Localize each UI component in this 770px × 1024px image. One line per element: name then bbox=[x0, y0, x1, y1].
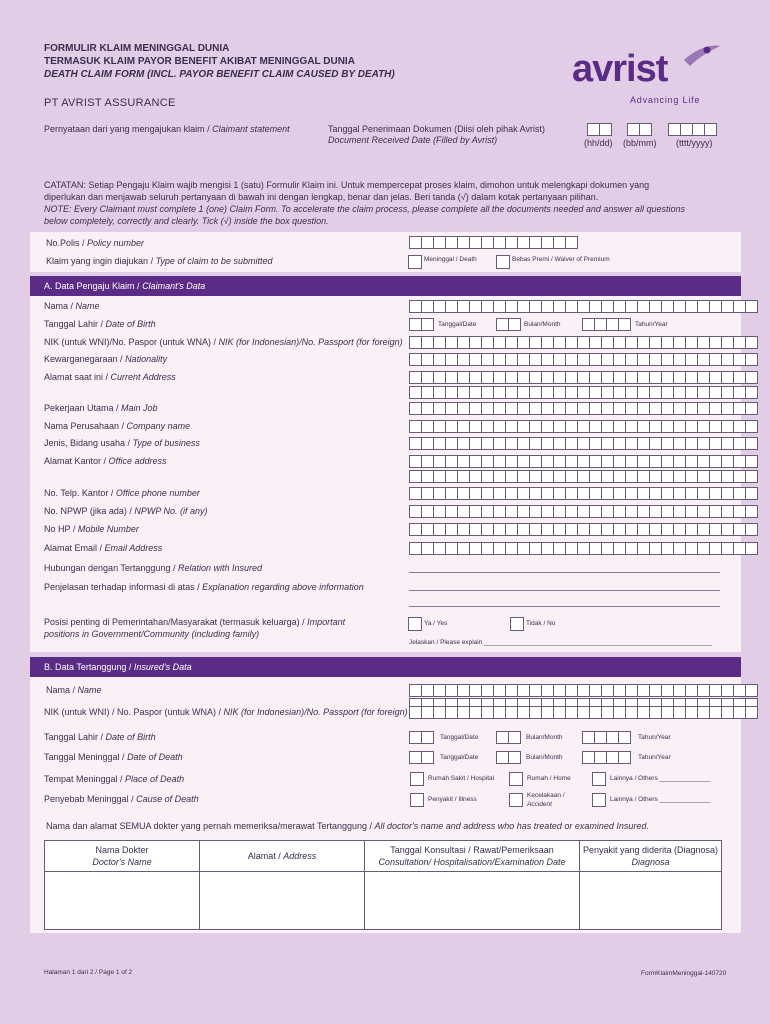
a-email-label: Alamat Email / Email Address bbox=[44, 543, 163, 553]
claim-death-label: Meninggal / Death bbox=[424, 256, 477, 263]
a-explain-line-2[interactable] bbox=[409, 606, 720, 607]
a-nik-label: NIK (untuk WNI)/No. Paspor (untuk WNA) / NIK (for Indonesian)/No. Passport (for foreign) bbox=[44, 337, 403, 347]
a-office-address-label: Alamat Kantor / Office address bbox=[44, 456, 167, 466]
b-nik-boxes[interactable] bbox=[409, 706, 757, 719]
a-position-no-label: Tidak / No bbox=[526, 620, 556, 627]
doctors-cell-name[interactable] bbox=[45, 872, 200, 930]
b-dob-year-hint: Tahun/Year bbox=[638, 734, 671, 741]
policy-number-label: No.Polis / Policy number bbox=[46, 238, 145, 248]
b-cause-accident-label: Kecelakaan / bbox=[527, 792, 565, 799]
received-month-boxes[interactable] bbox=[627, 123, 651, 136]
a-npwp-label: No. NPWP (jika ada) / NPWP No. (if any) bbox=[44, 506, 208, 516]
a-nationality-label: Kewarganegaraan / Nationality bbox=[44, 354, 168, 364]
form-title-en: DEATH CLAIM FORM (INCL. PAYOR BENEFIT CLAIM CAUSED BY DEATH) bbox=[44, 69, 395, 80]
section-a-header: A. Data Pengaju Klaim / Claimant's Data bbox=[30, 276, 741, 296]
note-line-1: CATATAN: Setiap Pengaju Klaim wajib mengisi 1 (satu) Formulir Klaim ini. Untuk mempercepat proses klaim, dimohon untuk melengkapi dokumen yang bbox=[44, 180, 650, 190]
form-code: FormKlaimMeninggal-140720 bbox=[641, 970, 727, 977]
a-occupation-boxes[interactable] bbox=[409, 402, 757, 415]
doctors-cell-diagnosis[interactable] bbox=[580, 872, 722, 930]
a-occupation-label: Pekerjaan Utama / Main Job bbox=[44, 403, 158, 413]
a-relation-line[interactable] bbox=[409, 572, 720, 573]
date-dd-hint: (hh/dd) bbox=[584, 138, 613, 148]
claim-death-checkbox[interactable] bbox=[408, 255, 422, 269]
note-line-3: NOTE: Every Claimant must complete 1 (one) Claim Form. To accelerate the claim process, please complete all the documents needed and answer all questions bbox=[44, 204, 685, 214]
a-explain-line-1[interactable] bbox=[409, 590, 720, 591]
a-mobile-label: No HP / Mobile Number bbox=[44, 524, 139, 534]
a-address-boxes-1[interactable] bbox=[409, 371, 757, 384]
claim-waiver-label: Bebas Premi / Waiver of Premium bbox=[512, 256, 610, 263]
note-line-2: diperlukan dan menjawab seluruh pertanyaan di bawah ini dengan lengkap, benar dan jelas. Beri tanda (√) dalam kotak pertanyaan pilihan. bbox=[44, 192, 599, 202]
company-name: PT AVRIST ASSURANCE bbox=[44, 97, 176, 109]
b-cause-other-label: Lainnya / Others ______________ bbox=[610, 796, 711, 803]
b-place-home-checkbox[interactable] bbox=[509, 772, 523, 786]
a-company-boxes[interactable] bbox=[409, 420, 757, 433]
a-office-phone-label: No. Telp. Kantor / Office phone number bbox=[44, 488, 200, 498]
a-npwp-boxes[interactable] bbox=[409, 505, 757, 518]
a-nationality-boxes[interactable] bbox=[409, 353, 757, 366]
b-dob-day-hint: Tanggal/Date bbox=[440, 734, 479, 741]
a-business-boxes[interactable] bbox=[409, 437, 757, 450]
b-dod-month-boxes[interactable] bbox=[496, 751, 520, 764]
policy-number-boxes[interactable] bbox=[409, 236, 577, 249]
note-line-4: below completely, correctly and clearly. Tick (√) inside the box question. bbox=[44, 216, 329, 226]
form-title-id: FORMULIR KLAIM MENINGGAL DUNIA bbox=[44, 43, 230, 54]
received-year-boxes[interactable] bbox=[668, 123, 716, 136]
claim-waiver-checkbox[interactable] bbox=[496, 255, 510, 269]
a-email-boxes[interactable] bbox=[409, 542, 757, 555]
b-dob-year-boxes[interactable] bbox=[582, 731, 630, 744]
a-company-label: Nama Perusahaan / Company name bbox=[44, 421, 191, 431]
a-explain-label: Penjelasan terhadap informasi di atas / Explanation regarding above information bbox=[44, 582, 364, 592]
logo-wordmark: avrist bbox=[572, 48, 668, 90]
a-position-no-checkbox[interactable] bbox=[510, 617, 524, 631]
page-number: Halaman 1 dari 2 / Page 1 of 2 bbox=[44, 969, 133, 976]
doctors-col-address: Alamat / Address bbox=[200, 841, 365, 872]
doctors-cell-address[interactable] bbox=[200, 872, 365, 930]
a-please-explain[interactable]: Jelaskan / Please explain _______________________________________________________________ bbox=[409, 639, 712, 646]
form-title-id-2: TERMASUK KLAIM PAYOR BENEFIT AKIBAT MENINGGAL DUNIA bbox=[44, 56, 355, 67]
a-position-label-2: positions in Government/Community (including family) bbox=[44, 629, 260, 639]
a-dob-month-hint: Bulan/Month bbox=[524, 321, 561, 328]
a-position-label: Posisi penting di Pemerintahan/Masyarakat (termasuk keluarga) / Important bbox=[44, 617, 346, 627]
received-date-label-en: Document Received Date (Filled by Avrist) bbox=[328, 135, 498, 145]
a-nik-boxes[interactable] bbox=[409, 336, 757, 349]
a-mobile-boxes[interactable] bbox=[409, 523, 757, 536]
b-dod-month-hint: Bulan/Month bbox=[526, 754, 563, 761]
b-name-boxes[interactable] bbox=[409, 684, 757, 697]
doctors-col-diagnosis: Penyakit yang diderita (Diagnosa) Diagnosa bbox=[580, 841, 722, 872]
a-dob-year-boxes[interactable] bbox=[582, 318, 630, 331]
b-dod-day-boxes[interactable] bbox=[409, 751, 433, 764]
b-cause-illness-label: Penyakit / Illness bbox=[428, 796, 477, 803]
b-place-home-label: Rumah / Home bbox=[527, 775, 571, 782]
b-place-hospital-checkbox[interactable] bbox=[410, 772, 424, 786]
b-cause-label: Penyebab Meninggal / Cause of Death bbox=[44, 794, 199, 804]
avrist-logo bbox=[572, 40, 722, 92]
a-dob-year-hint: Tahun/Year bbox=[635, 321, 668, 328]
a-office-address-boxes-2[interactable] bbox=[409, 470, 757, 483]
b-cause-other-checkbox[interactable] bbox=[592, 793, 606, 807]
b-dob-month-hint: Bulan/Month bbox=[526, 734, 563, 741]
claimant-statement: Pernyataan dari yang mengajukan klaim / Claimant statement bbox=[44, 124, 290, 134]
doctors-col-name: Nama Dokter Doctor's Name bbox=[45, 841, 200, 872]
section-b-header: B. Data Tertanggung / Insured's Data bbox=[30, 657, 741, 677]
a-dob-label: Tanggal Lahir / Date of Birth bbox=[44, 319, 156, 329]
b-place-label: Tempat Meninggal / Place of Death bbox=[44, 774, 185, 784]
a-address-label: Alamat saat ini / Current Address bbox=[44, 372, 176, 382]
a-name-label: Nama / Name bbox=[44, 301, 100, 311]
date-mm-hint: (bb/mm) bbox=[623, 138, 657, 148]
b-place-other-label: Lainnya / Others ______________ bbox=[610, 775, 711, 782]
b-name-label: Nama / Name bbox=[46, 685, 102, 695]
b-dod-year-boxes[interactable] bbox=[582, 751, 630, 764]
a-office-address-boxes-1[interactable] bbox=[409, 455, 757, 468]
date-yyyy-hint: (tttt/yyyy) bbox=[676, 138, 713, 148]
a-position-yes-checkbox[interactable] bbox=[408, 617, 422, 631]
tagline: Advancing Life bbox=[630, 95, 701, 105]
a-dob-day-hint: Tanggal/Date bbox=[438, 321, 477, 328]
received-day-boxes[interactable] bbox=[587, 123, 611, 136]
b-dod-label: Tanggal Meninggal / Date of Death bbox=[44, 752, 183, 762]
b-cause-accident-label-en: Accident bbox=[527, 801, 552, 808]
b-doctors-intro: Nama dan alamat SEMUA dokter yang pernah memeriksa/merawat Tertanggung / All doctor's name and address who has treated or examined Insured. bbox=[46, 821, 649, 831]
a-office-phone-boxes[interactable] bbox=[409, 487, 757, 500]
a-relation-label: Hubungan dengan Tertanggung / Relation with Insured bbox=[44, 563, 262, 573]
claim-type-label: Klaim yang ingin diajukan / Type of claim to be submitted bbox=[46, 256, 273, 266]
doctors-cell-date[interactable] bbox=[365, 872, 580, 930]
b-dob-label: Tanggal Lahir / Date of Birth bbox=[44, 732, 156, 742]
a-position-yes-label: Ya / Yes bbox=[424, 620, 448, 627]
doctors-table bbox=[44, 840, 722, 930]
doctors-col-date: Tanggal Konsultasi / Rawat/Pemeriksaan Consultation/ Hospitalisation/Examination Date bbox=[365, 841, 580, 872]
b-dob-month-boxes[interactable] bbox=[496, 731, 520, 744]
a-name-boxes[interactable] bbox=[409, 300, 757, 313]
b-dod-day-hint: Tanggal/Date bbox=[440, 754, 479, 761]
a-address-boxes-2[interactable] bbox=[409, 386, 757, 399]
a-dob-month-boxes[interactable] bbox=[496, 318, 520, 331]
b-dob-day-boxes[interactable] bbox=[409, 731, 433, 744]
b-place-hospital-label: Rumah Sakit / Hospital bbox=[428, 775, 495, 782]
b-place-other-checkbox[interactable] bbox=[592, 772, 606, 786]
a-business-label: Jenis, Bidang usaha / Type of business bbox=[44, 438, 200, 448]
received-date-label: Tanggal Penerimaan Dokumen (Diisi oleh pihak Avrist) bbox=[328, 124, 545, 134]
b-dod-year-hint: Tahun/Year bbox=[638, 754, 671, 761]
b-cause-accident-checkbox[interactable] bbox=[509, 793, 523, 807]
b-nik-label: NIK (untuk WNI) / No. Paspor (untuk WNA) / NIK (for Indonesian)/No. Passport (for foreign) bbox=[44, 707, 408, 717]
a-dob-day-boxes[interactable] bbox=[409, 318, 433, 331]
b-cause-illness-checkbox[interactable] bbox=[410, 793, 424, 807]
